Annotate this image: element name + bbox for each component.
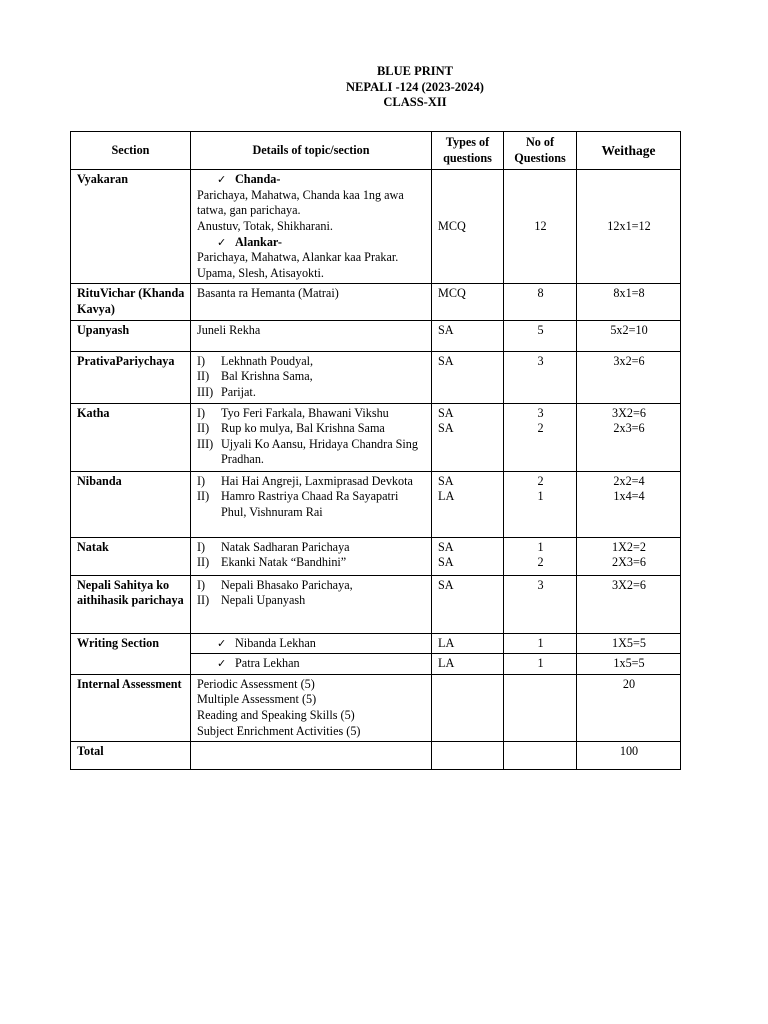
header-section: Section: [71, 132, 191, 170]
check-icon: ✓: [217, 173, 227, 187]
table-row: [71, 742, 681, 770]
section-cell: Writing Section: [71, 633, 191, 674]
count-cell: 8: [504, 284, 577, 320]
header-details: Details of topic/section: [191, 132, 432, 170]
count-cell: 1 2: [504, 537, 577, 575]
section-cell: Total: [71, 742, 191, 770]
header-types: Types of questions: [432, 132, 504, 170]
drama-list: [197, 540, 426, 571]
header-weight: Weithage: [577, 132, 681, 170]
weight-cell: 8x1=8: [577, 284, 681, 320]
details-cell: [191, 403, 432, 471]
list-item: II) Nepali Upanyash: [197, 593, 306, 608]
section-cell: PrativaPariychaya: [71, 351, 191, 403]
details-cell: Juneli Rekha: [191, 320, 432, 351]
table-row: [71, 537, 681, 575]
type-cell: SA: [432, 575, 504, 633]
count-cell: 3: [504, 575, 577, 633]
list-item: II) Ekanki Natak “Bandhini”: [197, 555, 347, 570]
table-header-row: [71, 132, 681, 170]
count-cell: 5: [504, 320, 577, 351]
details-cell: [191, 537, 432, 575]
section-cell: Internal Assessment: [71, 674, 191, 741]
list-item: I) Nepali Bhasako Parichaya,: [197, 577, 353, 592]
count-cell: 12: [504, 170, 577, 284]
heading-class: CLASS-XII: [383, 95, 447, 109]
weight-cell: 12x1=12: [577, 170, 681, 284]
type-cell: LA: [432, 654, 504, 675]
check-icon: ✓: [217, 636, 227, 650]
type-cell: MCQ: [432, 170, 504, 284]
table-row: [71, 403, 681, 471]
type-cell: SA: [432, 320, 504, 351]
list-item: I) Tyo Feri Farkala, Bhawani Vikshu: [197, 405, 389, 420]
count-cell: 3 2: [504, 403, 577, 471]
details-cell: Periodic Assessment (5) Multiple Assessment (5) Reading and Speaking Skills (5) Subject Enrichment Activities (5): [191, 674, 432, 741]
header-count: No of Questions: [504, 132, 577, 170]
details-cell: Basanta ra Hemanta (Matrai): [191, 284, 432, 320]
type-cell: [432, 674, 504, 741]
list-item: I) Lekhnath Poudyal,: [197, 353, 314, 368]
history-list: [197, 578, 426, 609]
section-cell: RituVichar (Khanda Kavya): [71, 284, 191, 320]
list-item: III) Ujyali Ko Aansu, Hridaya Chandra Sing Pradhan.: [197, 436, 418, 467]
chanda-item: ✓ Chanda-: [217, 172, 281, 187]
type-cell: SA: [432, 351, 504, 403]
weight-cell: 3X2=6 2x3=6: [577, 403, 681, 471]
count-cell: [504, 674, 577, 741]
list-item: I) Hai Hai Angreji, Laxmiprasad Devkota: [197, 473, 413, 488]
list-item: III) Parijat.: [197, 384, 256, 399]
document-heading: [0, 64, 768, 111]
weight-cell: 1X2=2 2X3=6: [577, 537, 681, 575]
list-item: I) Natak Sadharan Parichaya: [197, 539, 350, 554]
check-icon: ✓: [217, 235, 227, 249]
details-cell: [191, 471, 432, 537]
details-cell: [191, 575, 432, 633]
weight-cell: 1X5=5: [577, 633, 681, 654]
table-row: [71, 575, 681, 633]
list-item: II) Rup ko mulya, Bal Krishna Sama: [197, 421, 385, 436]
author-list: [197, 354, 426, 401]
weight-cell: 3X2=6: [577, 575, 681, 633]
count-cell: 3: [504, 351, 577, 403]
essay-list: [197, 474, 426, 521]
blueprint-table: [70, 131, 681, 770]
count-cell: [504, 742, 577, 770]
weight-cell: 3x2=6: [577, 351, 681, 403]
table-row: [71, 471, 681, 537]
table-row: [71, 674, 681, 741]
details-cell: ✓ Patra Lekhan: [191, 654, 432, 675]
weight-cell: 100: [577, 742, 681, 770]
section-cell: Natak: [71, 537, 191, 575]
details-cell: ✓ Chanda- Parichaya, Mahatwa, Chanda kaa 1ng awa tatwa, gan parichaya. Anustuv, Totak, Shikharani. ✓ Alankar- Parichaya, Mahatwa, Alankar kaa Prakar. Upama, Slesh, Atisayokti.: [191, 170, 432, 284]
details-cell: [191, 742, 432, 770]
table-row: [71, 284, 681, 320]
weight-cell: 1x5=5: [577, 654, 681, 675]
section-cell: Vyakaran: [71, 170, 191, 284]
type-cell: [432, 742, 504, 770]
heading-subject: NEPALI -124 (2023-2024): [346, 79, 484, 94]
count-cell: 1: [504, 633, 577, 654]
section-cell: Upanyash: [71, 320, 191, 351]
section-cell: Katha: [71, 403, 191, 471]
type-cell: LA: [432, 633, 504, 654]
count-cell: 2 1: [504, 471, 577, 537]
table-row: [71, 351, 681, 403]
type-cell: MCQ: [432, 284, 504, 320]
table-row: [71, 320, 681, 351]
table-row: [71, 170, 681, 284]
weight-cell: 5x2=10: [577, 320, 681, 351]
type-cell: SA LA: [432, 471, 504, 537]
story-list: [197, 406, 426, 468]
alankar-item: ✓ Alankar-: [217, 234, 282, 249]
details-cell: [191, 351, 432, 403]
type-cell: SA SA: [432, 537, 504, 575]
check-icon: ✓: [217, 657, 227, 671]
count-cell: 1: [504, 654, 577, 675]
type-cell: SA SA: [432, 403, 504, 471]
heading-title: BLUE PRINT: [376, 64, 454, 78]
table-row: [71, 633, 681, 654]
details-cell: ✓ Nibanda Lekhan: [191, 633, 432, 654]
weight-cell: 2x2=4 1x4=4: [577, 471, 681, 537]
list-item: II) Bal Krishna Sama,: [197, 369, 313, 384]
section-cell: Nepali Sahitya ko aithihasik parichaya: [71, 575, 191, 633]
list-item: II) Hamro Rastriya Chaad Ra Sayapatri Phul, Vishnuram Rai: [197, 489, 399, 519]
weight-cell: 20: [577, 674, 681, 741]
section-cell: Nibanda: [71, 471, 191, 537]
